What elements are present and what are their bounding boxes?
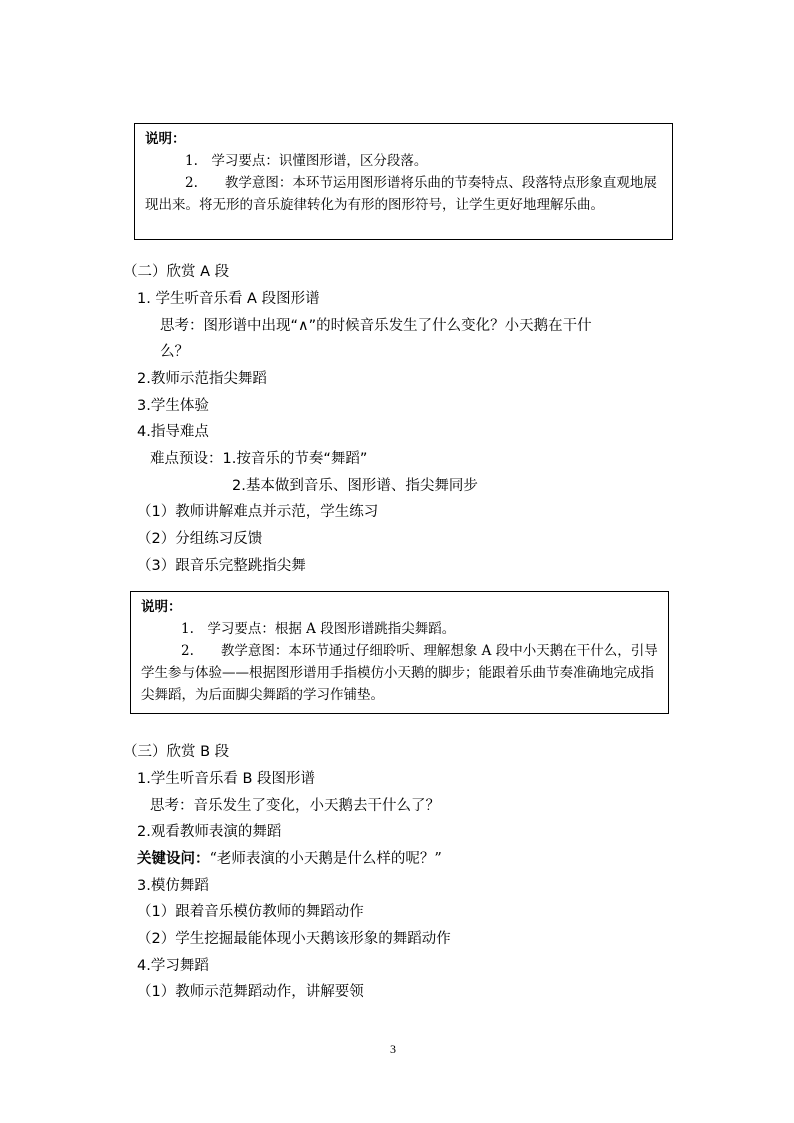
section-b-step-2: 2.观看教师表演的舞蹈: [137, 824, 282, 840]
section-a-step-2: 2.教师示范指尖舞蹈: [137, 371, 267, 387]
difficulty-2: 2.基本做到音乐、图形谱、指尖舞同步: [232, 478, 478, 494]
section-a-think: 思考：图形谱中出现“∧”的时候音乐发生了什么变化？小天鹅在干什: [160, 318, 592, 334]
key-question-text: “老师表演的小天鹅是什么样的呢？”: [209, 851, 442, 867]
note-box-1: [134, 123, 673, 240]
section-b-step-4: 4.学习舞蹈: [137, 958, 209, 974]
note1-item-1: 1. 学习要点：识懂图形谱，区分段落。: [185, 153, 428, 169]
note1-item-2: 2. 教学意图：本环节运用图形谱将乐曲的节奏特点、段落特点形象直观地展现出来。将无形的音乐旋律转化为有形的图形符号，让学生更好地理解乐曲。: [145, 175, 657, 213]
section-b-think: 思考：音乐发生了变化，小天鹅去干什么了？: [150, 798, 440, 814]
note2-item-1: 1. 学习要点：根据 A 段图形谱跳指尖舞蹈。: [181, 621, 456, 637]
section-a-step-3: 3.学生体验: [137, 398, 209, 414]
note2-item-2: 2. 教学意图：本环节通过仔细聆听、理解想象 A 段中小天鹅在干什么，引导学生参与体验——根据图形谱用手指模仿小天鹅的脚步；能跟着乐曲节奏准确地完成指尖舞蹈，为后面脚尖舞蹈的学习作铺垫。: [141, 643, 658, 703]
section-b-title: （三）欣赏 B 段: [123, 744, 230, 760]
key-question: [137, 849, 442, 869]
difficulty-1: 难点预设：1.按音乐的节奏“舞蹈”: [150, 451, 368, 467]
section-a-practice-3: （3）跟音乐完整跳指尖舞: [137, 558, 306, 574]
section-b-practice-2: （2）学生挖掘最能体现小天鹅该形象的舞蹈动作: [137, 931, 451, 947]
section-b-practice-1: （1）跟着音乐模仿教师的舞蹈动作: [137, 904, 364, 920]
note2-heading: 说明：: [141, 599, 182, 615]
section-b-step-3: 3.模仿舞蹈: [137, 878, 209, 894]
section-a-step-1: 1. 学生听音乐看 A 段图形谱: [137, 291, 320, 307]
section-a-think-cont: 么？: [160, 344, 189, 360]
section-a-step-4: 4.指导难点: [137, 424, 209, 440]
note1-heading: 说明：: [145, 131, 186, 147]
key-question-label: 关键设问：: [137, 851, 210, 867]
section-a-practice-1: （1）教师讲解难点并示范，学生练习: [137, 504, 379, 520]
section-b-step-1: 1.学生听音乐看 B 段图形谱: [137, 771, 315, 787]
section-a-practice-2: （2）分组练习反馈: [137, 531, 263, 547]
section-a-title: （二）欣赏 A 段: [123, 264, 230, 280]
note-box-2: [130, 591, 669, 714]
page-number: 3: [390, 1042, 396, 1056]
section-b-practice-3: （1）教师示范舞蹈动作，讲解要领: [137, 984, 364, 1000]
